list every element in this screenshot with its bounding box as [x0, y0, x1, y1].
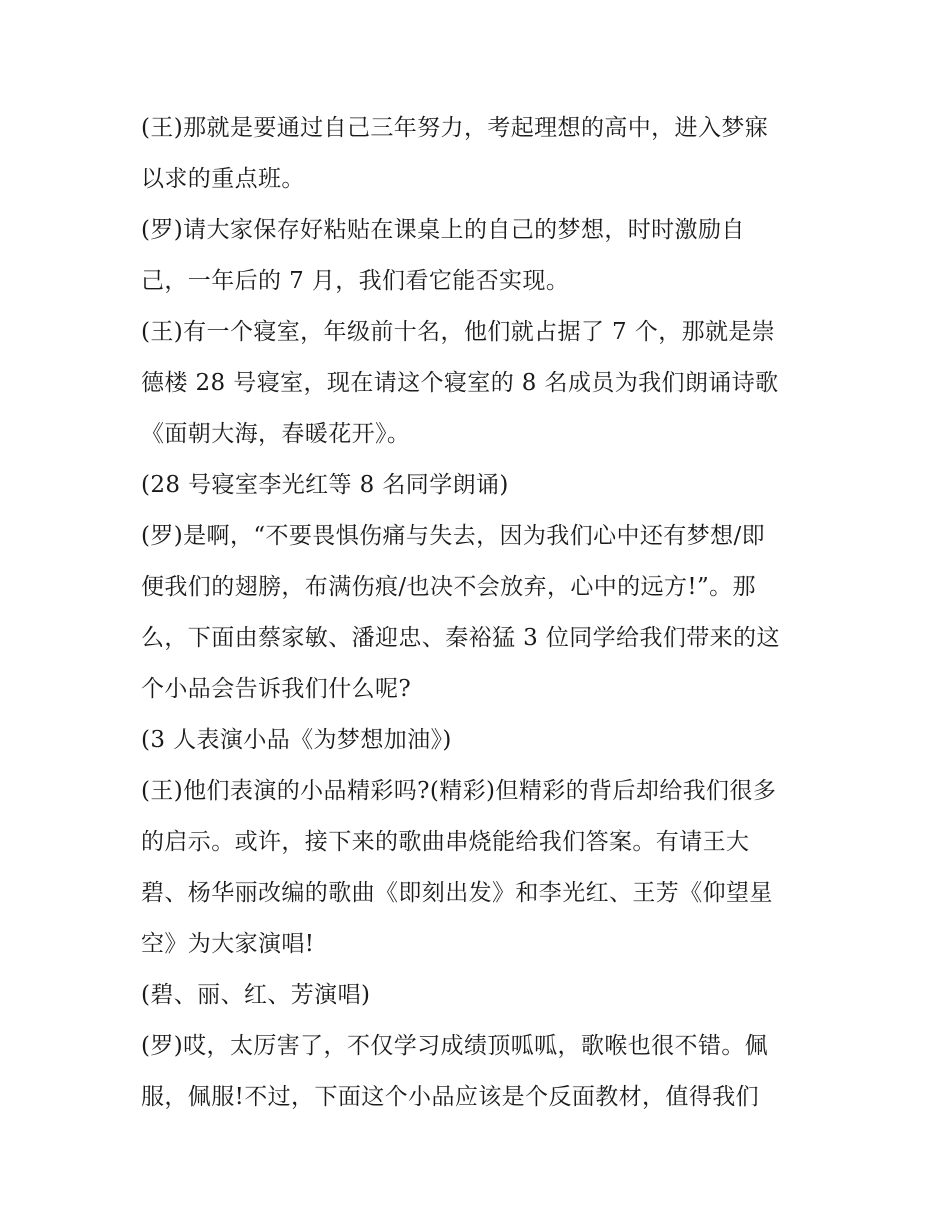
text-line: (28 号寝室李光红等 8 名同学朗诵) [141, 472, 509, 498]
text-line: 个小品会告诉我们什么呢? [141, 676, 412, 702]
text-line: (王)那就是要通过自己三年努力，考起理想的高中，进入梦寐 [141, 115, 769, 141]
text-line: (王)有一个寝室，年级前十名，他们就占据了 7 个，那就是崇 [141, 319, 776, 345]
text-line: 的启示。或许，接下来的歌曲串烧能给我们答案。有请王大 [141, 829, 750, 855]
text-line: 么，下面由蔡家敏、潘迎忠、秦裕猛 3 位同学给我们带来的这 [141, 625, 780, 651]
text-line: 以求的重点班。 [141, 166, 305, 192]
text-line: 空》为大家演唱! [141, 931, 315, 957]
text-line: 便我们的翅膀，布满伤痕/也决不会放弃，心中的远方!”。那 [141, 574, 756, 600]
document-body [141, 103, 821, 1123]
text-line: 碧、杨华丽改编的歌曲《即刻出发》和李光红、王芳《仰望星 [141, 880, 773, 906]
text-line: 服，佩服!不过，下面这个小品应该是个反面教材，值得我们 [141, 1084, 760, 1110]
text-line: (罗)哎，太厉害了，不仅学习成绩顶呱呱，歌喉也很不错。佩 [141, 1033, 769, 1059]
text-line: (罗)请大家保存好粘贴在课桌上的自己的梦想，时时激励自 [141, 217, 745, 243]
text-line: (3 人表演小品《为梦想加油》) [141, 727, 452, 753]
text-line: 《面朝大海，春暖花开》。 [141, 421, 411, 447]
text-line: 己，一年后的 7 月，我们看它能否实现。 [141, 268, 570, 294]
text-line: 德楼 28 号寝室，现在请这个寝室的 8 名成员为我们朗诵诗歌 [141, 370, 779, 396]
text-line: (王)他们表演的小品精彩吗?(精彩)但精彩的背后却给我们很多 [141, 778, 777, 804]
text-line: (罗)是啊，“不要畏惧伤痛与失去，因为我们心中还有梦想/即 [141, 523, 766, 549]
text-line: (碧、丽、红、芳演唱) [141, 982, 371, 1008]
